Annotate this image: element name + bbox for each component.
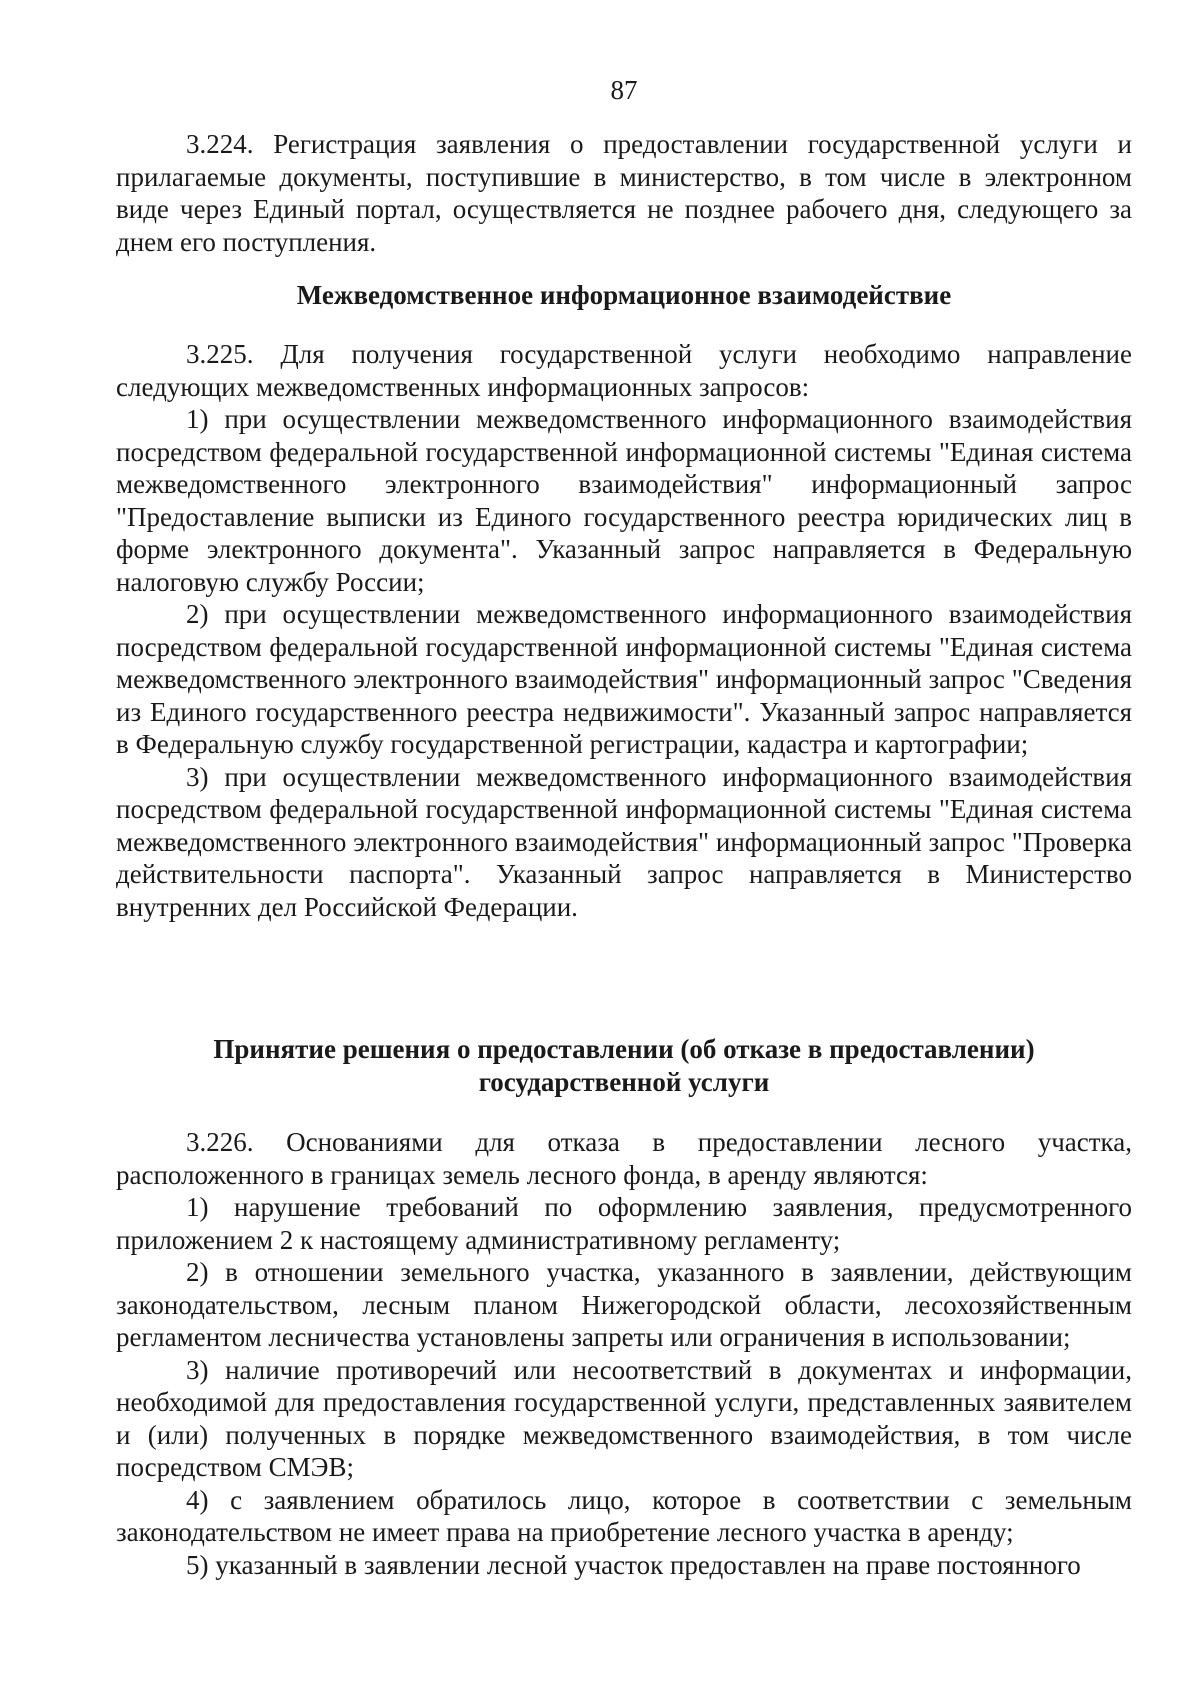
heading-decision-line-1: Принятие решения о предоставлении (об отказе в предоставлении) — [213, 1034, 1035, 1064]
paragraph-3-224: 3.224. Регистрация заявления о предоставлении государственной услуги и прилагаемые документы, поступившие в министерство, в том числе в электронном виде через Единый портал, осуществляется не позднее рабочего дня, следующего за днем его поступления. — [116, 129, 1132, 257]
paragraph-3-226-item-5: 5) указанный в заявлении лесной участок предоставлен на праве постоянного — [186, 1549, 1081, 1580]
section-heading-block — [116, 279, 1132, 312]
paragraph-3-226-item-2: 2) в отношении земельного участка, указанного в заявлении, действующим законодательством, лесным планом Нижегородской области, лесохозяйственным регламентом лесничества установлены запреты или ограничения в использовании; — [116, 1257, 1132, 1352]
paragraph-3-226-item-4: 4) с заявлением обратилось лицо, которое в соответствии с земельным законодательством не имеет права на приобретение лесного участка в аренду; — [116, 1484, 1132, 1547]
paragraph-3-226-item-3: 3) наличие противоречий или несоответствий в документах и информации, необходимой для предоставления государственной услуги, представленных заявителем и (или) полученных в порядке межведомственного взаимодействия, в том числе посредством СМЭВ; — [116, 1354, 1132, 1482]
page-number: 87 — [610, 75, 638, 105]
paragraph-3-225-block — [116, 338, 1132, 923]
decision-heading-block — [116, 1033, 1132, 1098]
paragraph-3-225-item-2: 2) при осуществлении межведомственного информационного взаимодействия посредством федеральной государственной информационной системы "Единая система межведомственного электронного взаимодействия" информационный запрос "Сведения из Единого государственного реестра недвижимости". Указанный запрос направляется в Федеральную службу государственной регистрации, кадастра и картографии; — [116, 599, 1132, 759]
paragraph-3-225-item-1: 1) при осуществлении межведомственного информационного взаимодействия посредством федеральной государственной информационной системы "Единая система межведомственного электронного взаимодействия" информационный запрос "Предоставление выписки из Единого государственного реестра юридических лиц в форме электронного документа". Указанный запрос направляется в Федеральную налоговую службу России; — [116, 404, 1132, 597]
heading-decision-line-2: государственной услуги — [478, 1066, 770, 1097]
paragraph-3-224-block — [116, 128, 1132, 258]
paragraph-3-225-item-3: 3) при осуществлении межведомственного информационного взаимодействия посредством федеральной государственной информационной системы "Единая система межведомственного электронного взаимодействия" информационный запрос "Проверка действительности паспорта". Указанный запрос направляется в Министерство внутренних дел Российской Федерации. — [116, 761, 1132, 922]
paragraph-3-226-item-1: 1) нарушение требований по оформлению заявления, предусмотренного приложением 2 к настоящему административному регламенту; — [116, 1192, 1132, 1255]
paragraph-3-226: 3.226. Основаниями для отказа в предоставлении лесного участка, расположенного в границах земель лесного фонда, в аренду являются: — [116, 1127, 1132, 1190]
heading-interagency: Межведомственное информационное взаимодействие — [296, 280, 952, 310]
paragraph-3-226-block — [116, 1126, 1132, 1581]
paragraph-3-225: 3.225. Для получения государственной услуги необходимо направление следующих межведомственных информационных запросов: — [116, 339, 1132, 402]
